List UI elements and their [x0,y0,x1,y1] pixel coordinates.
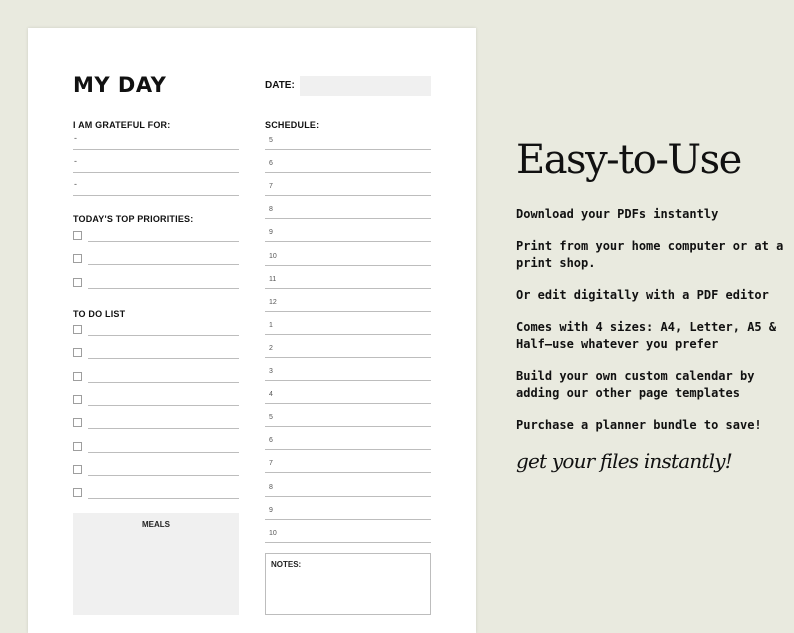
schedule-hour: 10 [269,252,277,260]
feature-item: Purchase a planner bundle to save! [516,418,762,432]
todo-row [73,360,239,383]
grateful-bullet: - [74,133,77,143]
checkbox-icon [73,325,82,334]
notes-label: NOTES: [271,560,302,569]
grateful-bullet: - [74,156,77,166]
schedule-row [265,196,431,219]
checkbox-icon [73,348,82,357]
feature-item: Print from your home computer or at a print shop. [516,239,784,270]
checkbox-icon [73,465,82,474]
schedule-hour: 8 [269,206,273,214]
grateful-bullet: - [74,179,77,189]
priorities-heading: TODAY'S TOP PRIORITIES: [73,214,194,224]
schedule-row [265,243,431,266]
meals-label: MEALS [142,520,170,529]
priority-row [73,242,239,265]
meals-box [73,513,239,615]
schedule-row [265,219,431,242]
grateful-line [73,150,239,173]
schedule-hour: 10 [269,529,277,537]
notes-box [265,553,431,615]
checkbox-icon [73,395,82,404]
date-label: DATE: [265,80,295,91]
schedule-row [265,450,431,473]
schedule-hour: 5 [269,137,273,144]
schedule-hour: 9 [269,229,273,237]
page-title: MY DAY [73,73,167,97]
schedule-row [265,474,431,497]
date-field [300,76,431,96]
feature-list [516,206,786,434]
schedule-row [265,427,431,450]
promo-panel [516,130,786,473]
todo-row [73,406,239,429]
priority-row [73,266,239,289]
feature-item: Build your own custom calendar by adding our other page templates [516,369,755,400]
priority-row [73,219,239,242]
schedule-row [265,289,431,312]
feature-item: Comes with 4 sizes: A4, Letter, A5 & Half—use whatever you prefer [516,320,777,351]
schedule-row [265,335,431,358]
planner-page [28,28,476,633]
promo-headline: Easy-to-Use [516,137,741,183]
schedule-hour: 6 [269,437,273,445]
grateful-heading: I AM GRATEFUL FOR: [73,120,171,130]
todo-row [73,383,239,406]
schedule-row [265,127,431,150]
grateful-line [73,127,239,150]
schedule-hour: 8 [269,483,273,491]
schedule-heading: SCHEDULE: [265,120,320,130]
checkbox-icon [73,254,82,263]
todo-line [88,498,239,499]
checkbox-icon [73,278,82,287]
schedule-row [265,173,431,196]
feature-item: Or edit digitally with a PDF editor [516,288,769,302]
todo-row [73,336,239,359]
grateful-line [73,173,239,196]
schedule-hour: 7 [269,183,273,191]
schedule-hour: 7 [269,460,273,468]
promo-tagline: get your files instantly! [516,449,732,473]
priority-line [88,288,239,289]
checkbox-icon [73,418,82,427]
todo-row [73,430,239,453]
schedule-row [265,497,431,520]
schedule-hour: 1 [269,321,273,329]
schedule-hour: 6 [269,160,273,168]
todo-row [73,476,239,499]
feature-item: Download your PDFs instantly [516,207,719,221]
checkbox-icon [73,488,82,497]
checkbox-icon [73,442,82,451]
schedule-row [265,150,431,173]
schedule-row [265,312,431,335]
schedule-hour: 2 [269,344,273,352]
schedule-row [265,358,431,381]
schedule-hour: 11 [269,275,277,283]
schedule-row [265,381,431,404]
schedule-hour: 9 [269,506,273,514]
checkbox-icon [73,372,82,381]
schedule-hour: 4 [269,391,273,399]
schedule-hour: 12 [269,298,277,306]
schedule-hour: 5 [269,414,273,422]
checkbox-icon [73,231,82,240]
todo-row [73,453,239,476]
schedule-row [265,520,431,543]
todo-row [73,313,239,336]
schedule-hour: 3 [269,368,273,375]
todo-heading: TO DO LIST [73,309,126,319]
schedule-row [265,266,431,289]
schedule-row [265,404,431,427]
